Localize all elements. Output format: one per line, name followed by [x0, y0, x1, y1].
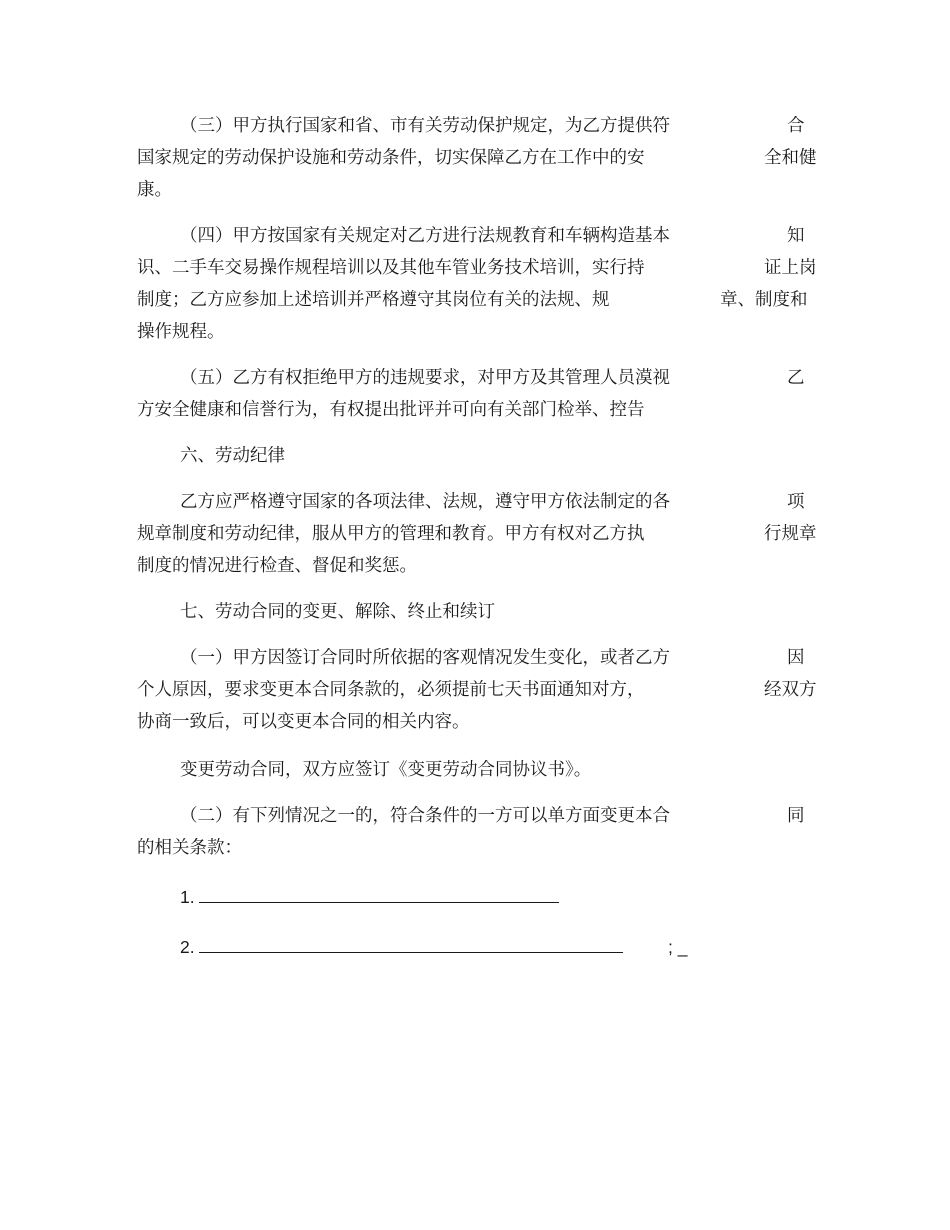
para-3-line-2-right: 全和健 — [764, 148, 817, 168]
para-6-line-3: 制度的情况进行检查、督促和奖惩。 — [137, 556, 417, 576]
para-4-line-4: 操作规程。 — [137, 322, 225, 342]
heading-contract-changes: 七、劳动合同的变更、解除、终止和续订 — [180, 602, 495, 622]
para-7-2-line-2: 的相关条款： — [137, 838, 242, 858]
para-3-line-2: 国家规定的劳动保护设施和劳动条件，切实保障乙方在工作中的安 — [137, 148, 645, 168]
para-6-line-1: 乙方应严格遵守国家的各项法律、法规，遵守甲方依法制定的各 — [180, 492, 670, 512]
blank-item-1-number: 1. — [180, 887, 195, 907]
para-4-line-2-right: 证上岗 — [764, 258, 817, 278]
blank-item-2-suffix: ; _ — [668, 937, 688, 957]
blank-item-2-fill-line[interactable] — [199, 936, 623, 953]
para-7-1-line-2: 个人原因，要求变更本合同条款的，必须提前七天书面通知对方， — [137, 680, 645, 700]
blank-item-2 — [180, 936, 623, 958]
para-5-line-1-right: 乙 — [787, 368, 805, 388]
para-6-line-2: 规章制度和劳动纪律，服从甲方的管理和教育。甲方有权对乙方执 — [137, 524, 645, 544]
para-4-line-3: 制度；乙方应参加上述培训并严格遵守其岗位有关的法规、规 — [137, 290, 610, 310]
para-change-agreement: 变更劳动合同，双方应签订《变更劳动合同协议书》。 — [180, 760, 592, 780]
para-3-line-1: （三）甲方执行国家和省、市有关劳动保护规定，为乙方提供符 — [180, 116, 670, 136]
para-7-1-line-1: （一）甲方因签订合同时所依据的客观情况发生变化，或者乙方 — [180, 648, 670, 668]
para-5-line-2: 方安全健康和信誉行为，有权提出批评并可向有关部门检举、控告 — [137, 400, 645, 420]
blank-item-2-number: 2. — [180, 937, 195, 957]
para-4-line-1-right: 知 — [787, 226, 805, 246]
blank-item-1 — [180, 886, 559, 908]
para-7-1-line-2-right: 经双方 — [764, 680, 817, 700]
para-7-1-line-1-right: 因 — [787, 648, 805, 668]
para-3-line-3: 康。 — [137, 180, 172, 200]
para-4-line-3-right: 章、制度和 — [720, 290, 808, 310]
para-7-2-line-1-right: 同 — [787, 806, 805, 826]
blank-item-1-fill-line[interactable] — [199, 886, 559, 903]
heading-labor-discipline: 六、劳动纪律 — [180, 446, 285, 466]
para-5-line-1: （五）乙方有权拒绝甲方的违规要求，对甲方及其管理人员漠视 — [180, 368, 670, 388]
para-6-line-1-right: 项 — [787, 492, 805, 512]
para-4-line-1: （四）甲方按国家有关规定对乙方进行法规教育和车辆构造基本 — [180, 226, 670, 246]
para-6-line-2-right: 行规章 — [764, 524, 817, 544]
para-7-1-line-3: 协商一致后，可以变更本合同的相关内容。 — [137, 712, 470, 732]
para-3-line-1-right: 合 — [787, 116, 805, 136]
para-4-line-2: 识、二手车交易操作规程培训以及其他车管业务技术培训，实行持 — [137, 258, 645, 278]
para-7-2-line-1: （二）有下列情况之一的，符合条件的一方可以单方面变更本合 — [180, 806, 670, 826]
